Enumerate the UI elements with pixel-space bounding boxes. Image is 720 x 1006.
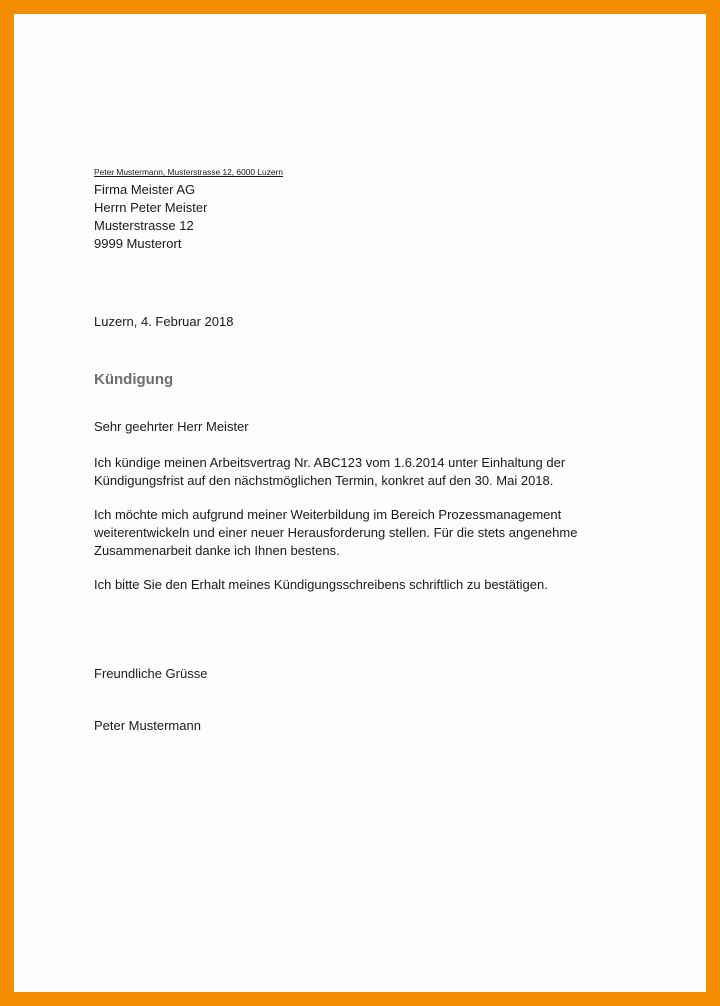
paragraph-confirmation: Ich bitte Sie den Erhalt meines Kündigungsschreibens schriftlich zu bestätigen. [94,577,548,592]
recipient-city: 9999 Musterort [94,236,182,251]
recipient-address [94,181,207,253]
signature-name: Peter Mustermann [94,718,201,733]
subject-heading: Kündigung [94,371,174,388]
letter-page [14,14,706,992]
sender-address-line: Peter Mustermann, Musterstrasse 12, 6000 Luzern [94,167,283,177]
salutation: Sehr geehrter Herr Meister [94,419,249,434]
paragraph-line: Zusammenarbeit danke ich Ihnen bestens. [94,543,340,558]
paragraph-reason [94,506,577,560]
paragraph-line: Kündigungsfrist auf den nächstmöglichen Termin, konkret auf den 30. Mai 2018. [94,473,554,488]
paragraph-line: Ich kündige meinen Arbeitsvertrag Nr. ABC123 vom 1.6.2014 unter Einhaltung der [94,455,566,470]
recipient-street: Musterstrasse 12 [94,218,194,233]
paragraph-termination [94,454,565,490]
recipient-name: Herrn Peter Meister [94,200,208,215]
paragraph-line: Ich möchte mich aufgrund meiner Weiterbildung im Bereich Prozessmanagement [94,507,562,522]
paragraph-line: weiterentwickeln und einer neuer Herausforderung stellen. Für die stets angenehme [94,525,578,540]
closing-greeting: Freundliche Grüsse [94,666,208,681]
date-line: Luzern, 4. Februar 2018 [94,314,234,329]
recipient-company: Firma Meister AG [94,182,196,197]
